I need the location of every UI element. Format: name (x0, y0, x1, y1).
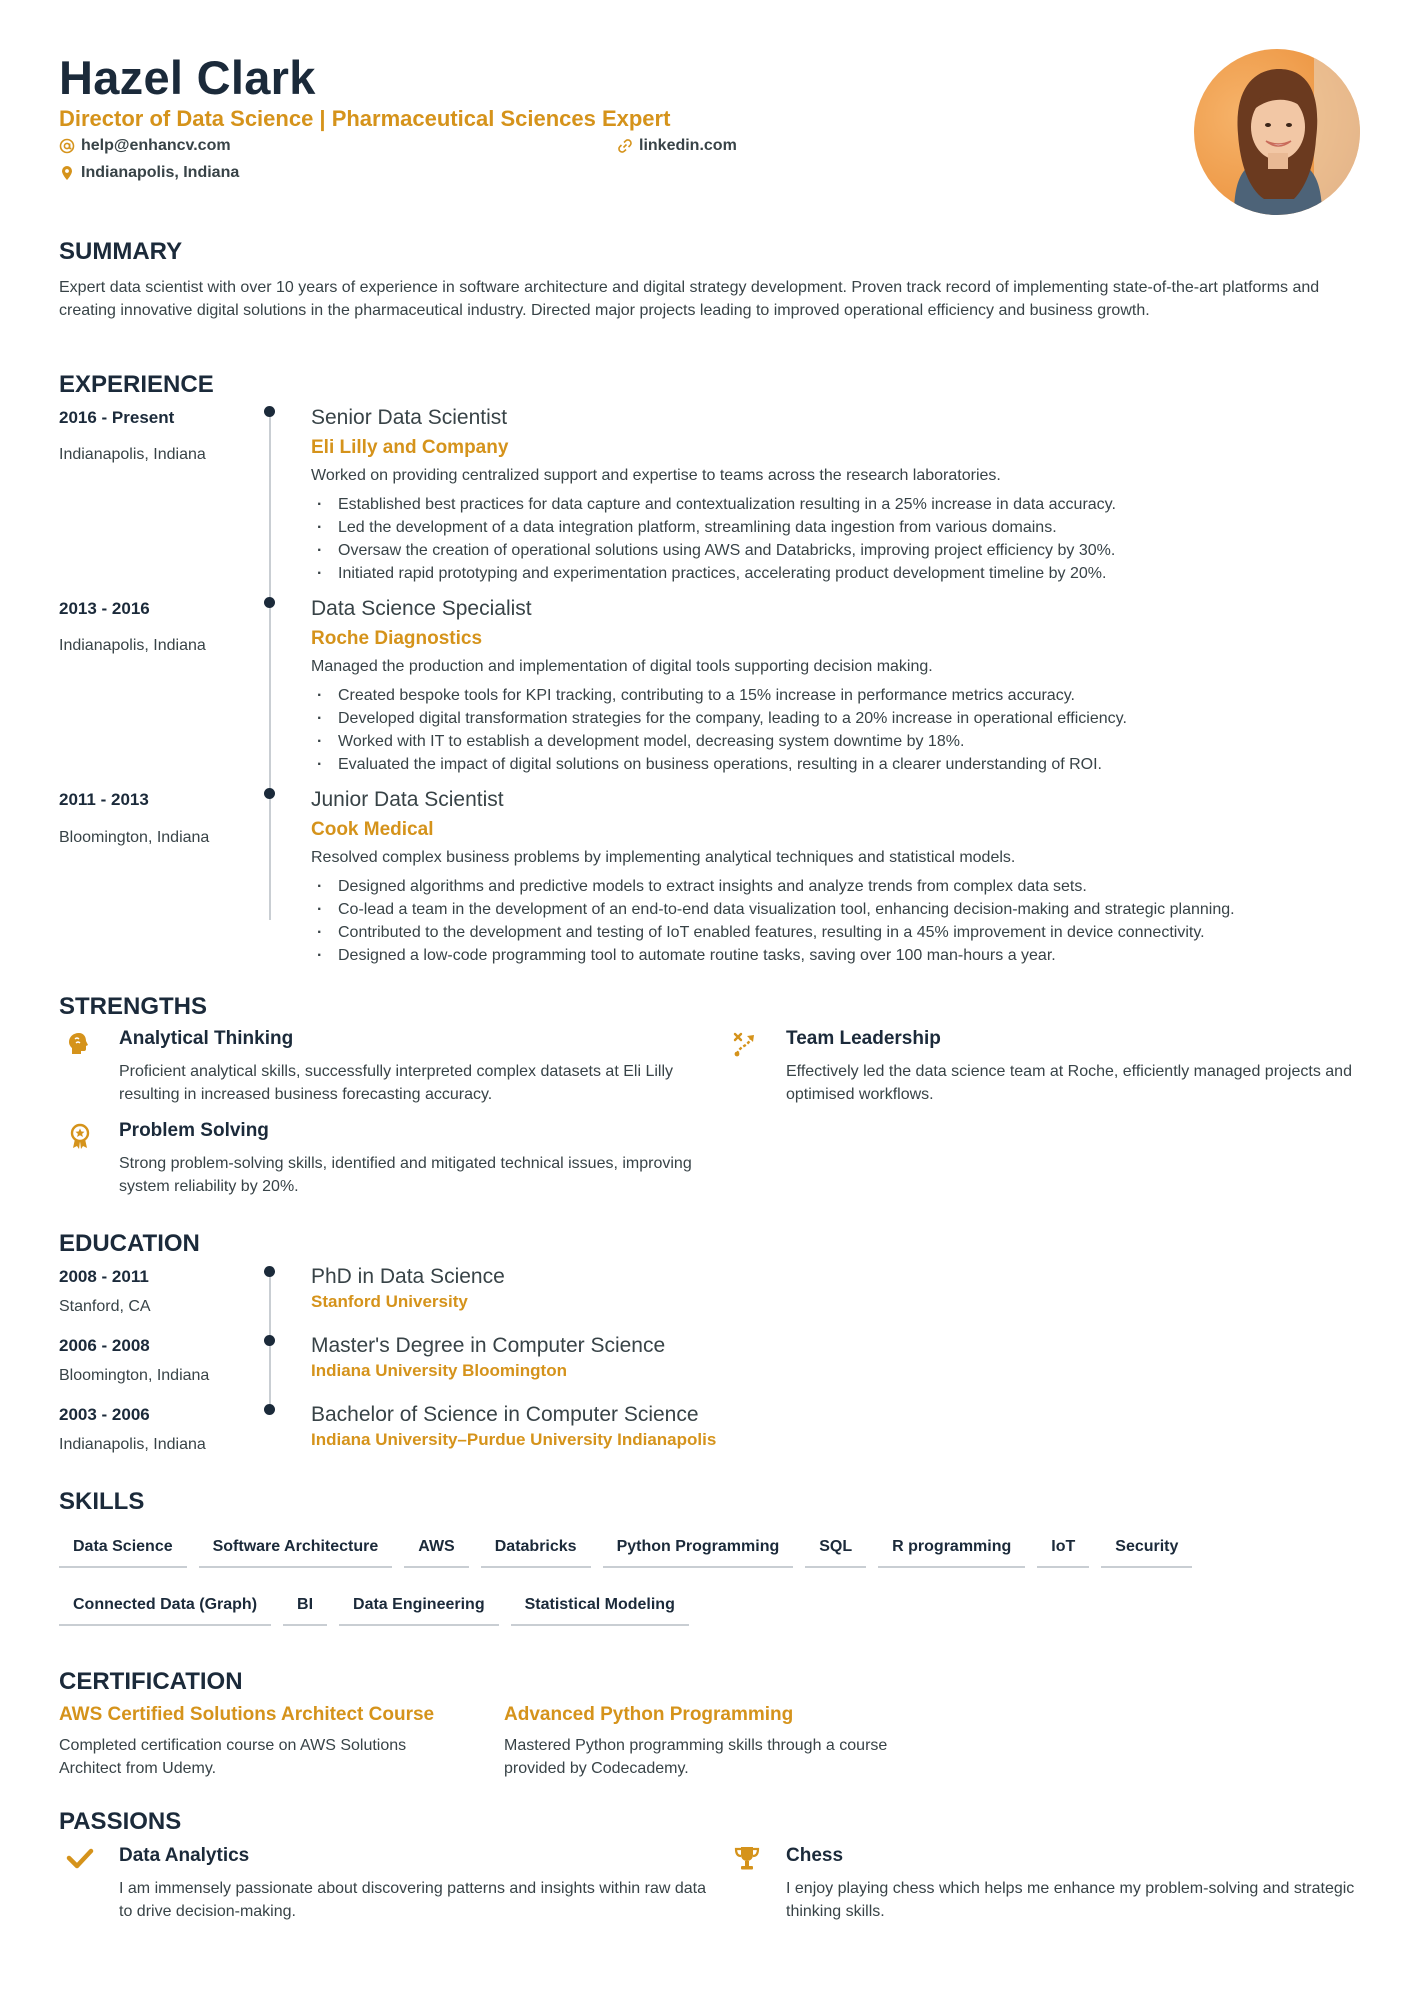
job-description: Managed the production and implementation of digital tools supporting decision making. (311, 658, 933, 675)
strength-title: Analytical Thinking (119, 1028, 294, 1049)
job-dates: 2013 - 2016 (59, 599, 150, 618)
school-name: Indiana University Bloomington (311, 1361, 567, 1380)
job-bullet: · Evaluated the impact of digital solutions on business operations, resulting in a clearer understanding of ROI. (311, 753, 1127, 776)
certification-title: AWS Certified Solutions Architect Course (59, 1704, 435, 1725)
job-bullet: · Established best practices for data capture and contextualization resulting in a 25% increase in data accuracy. (311, 493, 1116, 516)
job-bullets (311, 493, 1116, 585)
timeline-dot (264, 406, 275, 417)
school-name: Stanford University (311, 1292, 468, 1311)
education-heading: EDUCATION (59, 1230, 200, 1257)
job-bullet: · Developed digital transformation strategies for the company, leading to a 20% increase in operational efficiency. (311, 707, 1127, 730)
linkedin-contact[interactable] (617, 137, 737, 155)
timeline-dot (264, 597, 275, 608)
degree-title: Master's Degree in Computer Science (311, 1334, 666, 1357)
experience-timeline (269, 410, 271, 920)
skills-heading: SKILLS (59, 1488, 145, 1515)
passion-title: Data Analytics (119, 1845, 250, 1866)
experience-heading: EXPERIENCE (59, 371, 214, 398)
job-role: Senior Data Scientist (311, 406, 508, 429)
job-bullets (311, 684, 1127, 776)
job-bullet: · Co-lead a team in the development of an end-to-end data visualization tool, enhancing decision-making and strategic planning. (311, 898, 1235, 921)
brain-icon (66, 1030, 94, 1058)
job-location: Indianapolis, Indiana (59, 446, 206, 463)
check-icon (66, 1844, 94, 1872)
education-dates: 2003 - 2006 (59, 1405, 150, 1424)
degree-title: PhD in Data Science (311, 1265, 505, 1288)
link-icon (617, 138, 633, 154)
timeline-dot (264, 788, 275, 799)
job-bullet: · Created bespoke tools for KPI tracking, contributing to a 15% increase in performance metrics accuracy. (311, 684, 1127, 707)
certification-title: Advanced Python Programming (504, 1704, 794, 1725)
education-location: Bloomington, Indiana (59, 1367, 210, 1384)
job-bullet: · Led the development of a data integration platform, streamlining data ingestion from various domains. (311, 516, 1116, 539)
skill-tag: IoT (1037, 1530, 1089, 1568)
job-dates: 2016 - Present (59, 408, 175, 427)
location-pin-icon (59, 165, 75, 181)
job-bullet: · Designed algorithms and predictive models to extract insights and analyze trends from complex data sets. (311, 875, 1235, 898)
passion-title: Chess (786, 1845, 844, 1866)
email-contact[interactable] (59, 137, 231, 155)
passion-description: I enjoy playing chess which helps me enhance my problem-solving and strategic thinking skills. (786, 1880, 1355, 1920)
certification-heading: CERTIFICATION (59, 1668, 243, 1695)
certification-description: Mastered Python programming skills through a course provided by Codecademy. (504, 1737, 888, 1777)
summary-text: Expert data scientist with over 10 years of experience in software architecture and digital strategy development. Proven track record of implementing state-of-the-art platforms and creating innovative digital solutions in the pharmaceutical industry. Directed major projects leading to improved operational efficiency and business growth. (59, 279, 1320, 319)
degree-title: Bachelor of Science in Computer Science (311, 1403, 699, 1426)
education-dates: 2006 - 2008 (59, 1336, 150, 1355)
job-bullet: · Designed a low-code programming tool to automate routine tasks, saving over 100 man-hours a year. (311, 944, 1235, 967)
certification-description: Completed certification course on AWS Solutions Architect from Udemy. (59, 1737, 407, 1777)
job-bullet: · Contributed to the development and testing of IoT enabled features, resulting in a 45% improvement in device connectivity. (311, 921, 1235, 944)
location-text: Indianapolis, Indiana (81, 164, 240, 181)
trophy-icon (733, 1844, 761, 1872)
job-location: Indianapolis, Indiana (59, 637, 206, 654)
skill-tag: Statistical Modeling (511, 1588, 689, 1626)
skill-tag: Security (1101, 1530, 1192, 1568)
skills-list (59, 1530, 1309, 1626)
education-dates: 2008 - 2011 (59, 1267, 149, 1286)
job-bullet: · Initiated rapid prototyping and experimentation practices, accelerating product development timeline by 20%. (311, 562, 1116, 585)
school-name: Indiana University–Purdue University Indianapolis (311, 1430, 717, 1449)
job-bullet: · Worked with IT to establish a development model, decreasing system downtime by 18%. (311, 730, 1127, 753)
skill-tag: Data Engineering (339, 1588, 499, 1626)
strength-description: Proficient analytical skills, successfully interpreted complex datasets at Eli Lilly resulting in increased business forecasting accuracy. (119, 1063, 674, 1103)
timeline-dot (264, 1266, 275, 1277)
candidate-name: Hazel Clark (59, 51, 316, 104)
linkedin-text: linkedin.com (639, 137, 737, 154)
passions-heading: PASSIONS (59, 1808, 182, 1835)
skill-tag: Software Architecture (199, 1530, 393, 1568)
award-icon (66, 1122, 94, 1150)
job-dates: 2011 - 2013 (59, 790, 149, 809)
job-location: Bloomington, Indiana (59, 829, 210, 846)
summary-heading: SUMMARY (59, 238, 183, 265)
email-text: help@enhancv.com (81, 137, 231, 154)
strength-description: Strong problem-solving skills, identified and mitigated technical issues, improving system reliability by 20%. (119, 1155, 692, 1195)
skill-tag: Data Science (59, 1530, 187, 1568)
skill-tag: Connected Data (Graph) (59, 1588, 271, 1626)
skill-tag: Python Programming (603, 1530, 794, 1568)
strengths-heading: STRENGTHS (59, 993, 208, 1020)
profile-photo (1194, 49, 1360, 215)
education-location: Indianapolis, Indiana (59, 1436, 206, 1453)
skill-tag: Databricks (481, 1530, 591, 1568)
job-bullet: · Oversaw the creation of operational solutions using AWS and Databricks, improving project efficiency by 30%. (311, 539, 1116, 562)
location-contact (59, 164, 239, 182)
job-company: Cook Medical (311, 819, 434, 840)
job-description: Worked on providing centralized support and expertise to teams across the research laboratories. (311, 467, 1001, 484)
skill-tag: BI (283, 1588, 327, 1626)
job-company: Roche Diagnostics (311, 628, 483, 649)
skill-tag: AWS (404, 1530, 468, 1568)
strength-description: Effectively led the data science team at Roche, efficiently managed projects and optimised workflows. (786, 1063, 1352, 1103)
strength-title: Problem Solving (119, 1120, 269, 1141)
strategy-icon (731, 1030, 759, 1058)
job-bullets (311, 875, 1235, 967)
strength-title: Team Leadership (786, 1028, 941, 1049)
job-description: Resolved complex business problems by implementing analytical techniques and statistical models. (311, 849, 1016, 866)
skill-tag: SQL (805, 1530, 866, 1568)
job-role: Junior Data Scientist (311, 788, 504, 811)
at-icon (59, 138, 75, 154)
job-company: Eli Lilly and Company (311, 437, 509, 458)
education-location: Stanford, CA (59, 1298, 151, 1315)
job-role: Data Science Specialist (311, 597, 532, 620)
skill-tag: R programming (878, 1530, 1025, 1568)
timeline-dot (264, 1335, 275, 1346)
passion-description: I am immensely passionate about discovering patterns and insights within raw data to drive decision-making. (119, 1880, 706, 1920)
candidate-title: Director of Data Science | Pharmaceutical Sciences Expert (59, 106, 671, 131)
timeline-dot (264, 1404, 275, 1415)
